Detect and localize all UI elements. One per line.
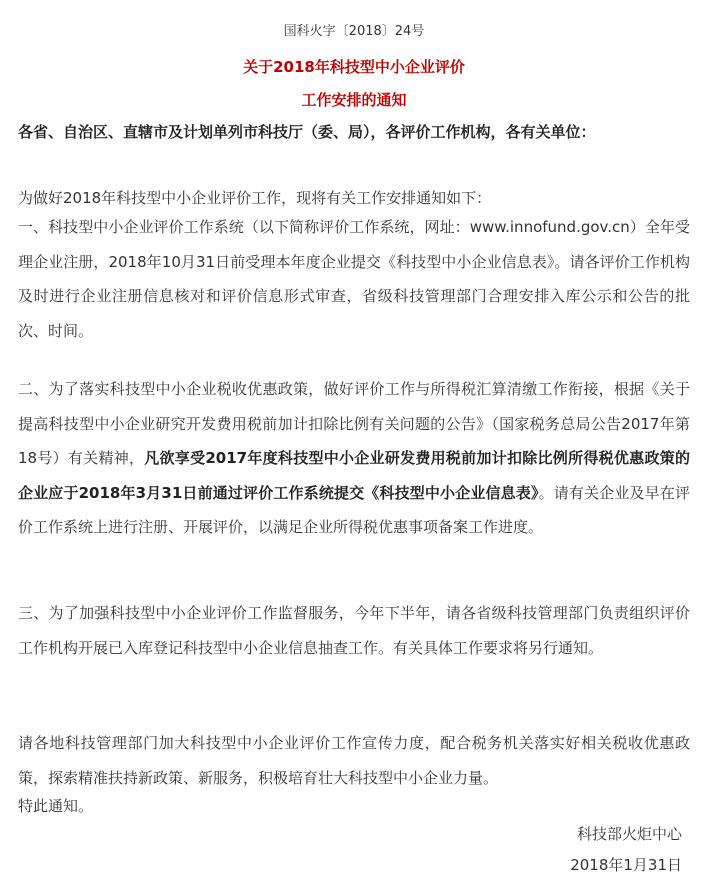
section-two-text-before: 二、为了落实科技型中小企业税收优惠政策，做好评价工作与所得税汇算清缴工作衔接，根据《关于提高科技型中小企业研究开发费用税前加计扣除比例有关问题的公告》（国家税务总局公告2017年第18号）有关精神， bbox=[18, 380, 690, 467]
section-three-paragraph: 三、为了加强科技型中小企业评价工作监督服务，今年下半年，请各省级科技管理部门负责组织评价工作机构开展已入库登记科技型中小企业信息抽查工作。有关具体工作要求将另行通知。 bbox=[18, 604, 690, 657]
addressee-line: 各省、自治区、直辖市及计划单列市科技厅（委、局），各评价工作机构，各有关单位： bbox=[18, 123, 596, 141]
intro-paragraph: 为做好2018年科技型中小企业评价工作，现将有关工作安排通知如下： bbox=[18, 189, 492, 207]
section-two-bold-requirement: 凡欲享受2017年度科技型中小企业研发费用税前加计扣除比例所得税优惠政策的企业应于2018年3月31日前通过评价工作系统提交《科技型中小企业信息表》 bbox=[18, 449, 690, 502]
title-line-1: 关于2018年科技型中小企业评价 bbox=[243, 58, 465, 76]
closing-paragraph: 请各地科技管理部门加大科技型中小企业评价工作宣传力度，配合税务机关落实好相关税收优惠政策，探索精准扶持新政策、新服务，积极培育壮大科技型中小企业力量。 bbox=[18, 734, 690, 787]
signature-organization: 科技部火炬中心 bbox=[576, 825, 682, 843]
section-one-paragraph: 一、科技型中小企业评价工作系统（以下简称评价工作系统，网址：www.innofund.gov.cn）全年受理企业注册，2018年10月31日前受理本年度企业提交《科技型中小企业信息表》。请各评价工作机构及时进行企业注册信息核对和评价信息形式审查，省级科技管理部门合理安排入库公示和公告的批次、时间。 bbox=[18, 218, 690, 340]
section-two-text-after: 。请有关企业及早在评价工作系统上进行注册、开展评价，以满足企业所得税优惠事项备案工作进度。 bbox=[18, 483, 690, 536]
signature-date: 2018年1月31日 bbox=[570, 856, 682, 874]
section-two-paragraph bbox=[18, 372, 690, 545]
special-notice: 特此通知。 bbox=[18, 797, 94, 815]
document-number: 国科火字〔2018〕24号 bbox=[283, 24, 425, 39]
title-line-2: 工作安排的通知 bbox=[301, 91, 407, 109]
